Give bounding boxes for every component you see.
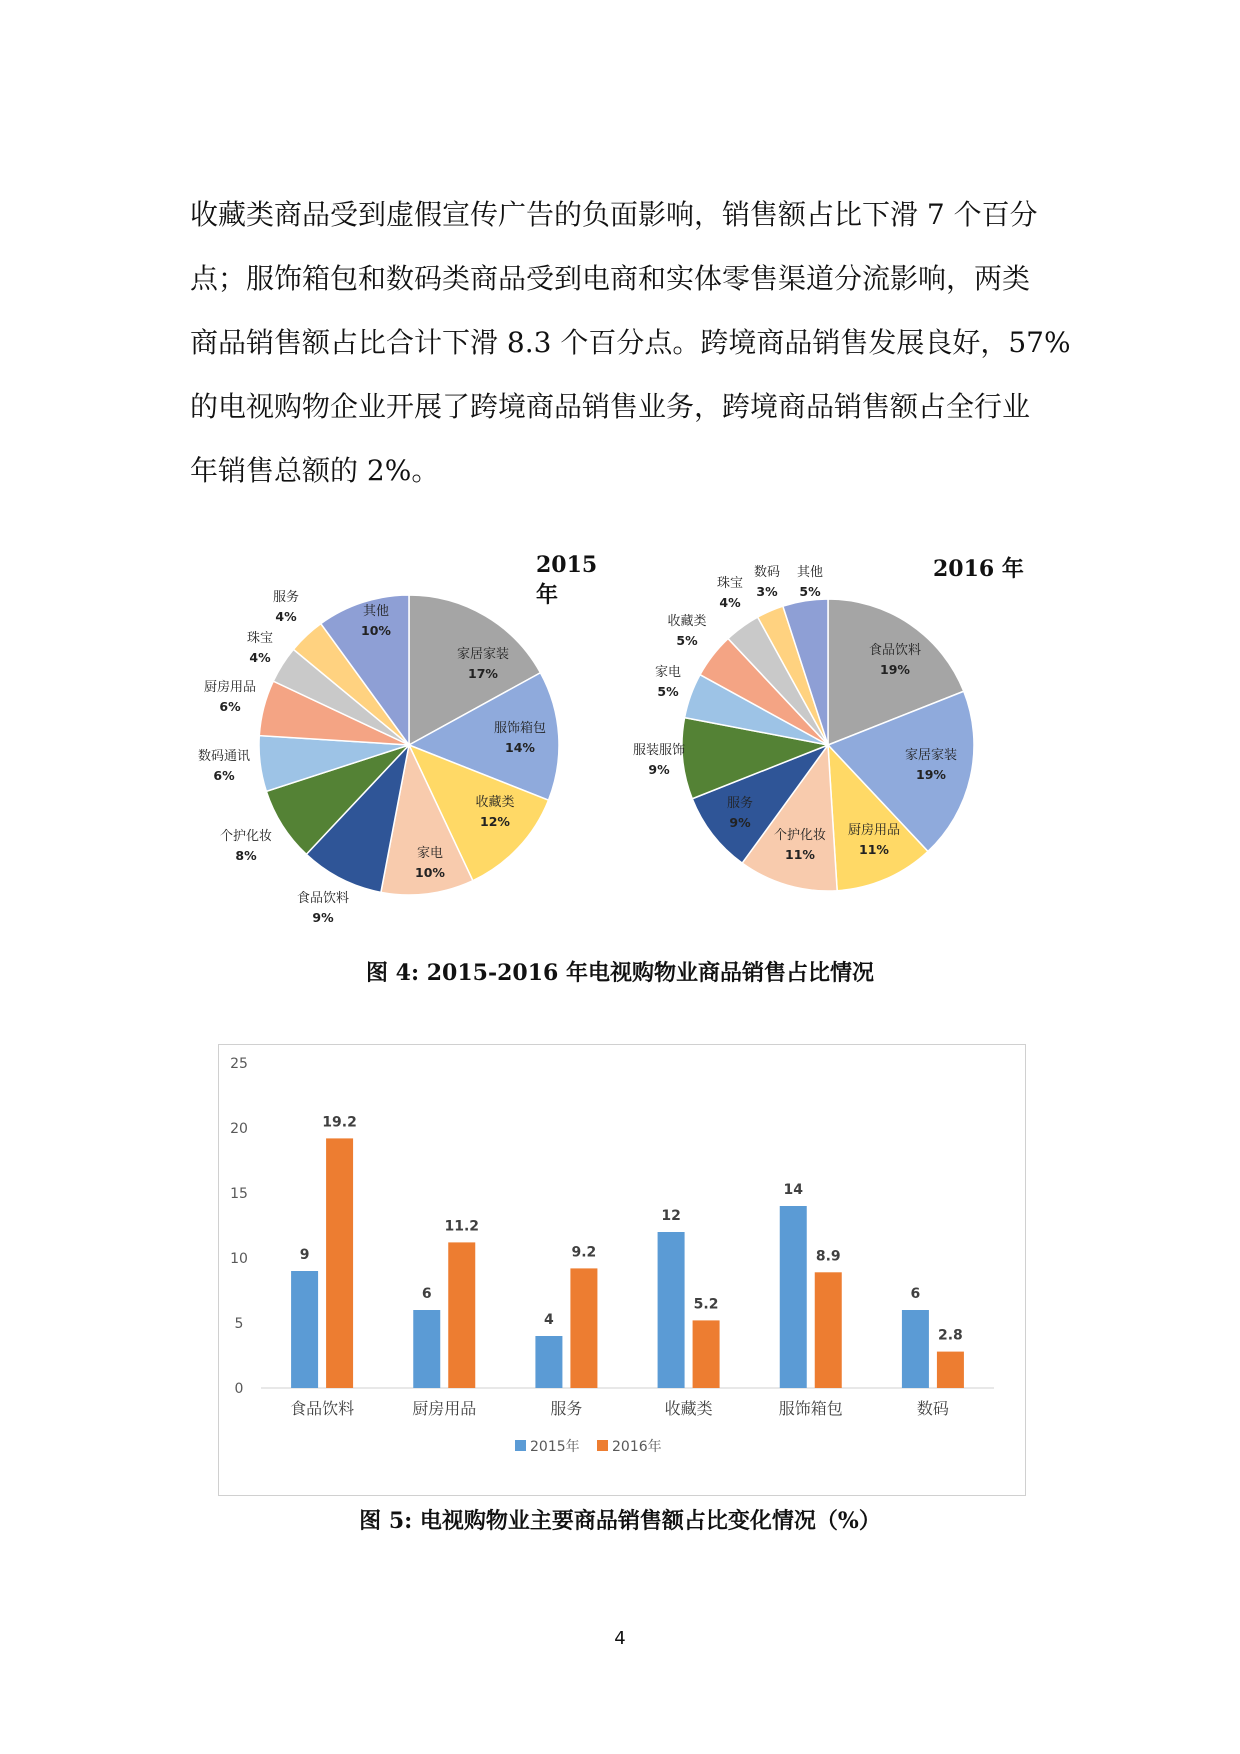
pie-slice-percent: 5% xyxy=(799,584,821,599)
pie-slice-percent: 8% xyxy=(235,848,257,863)
pie-slice-percent: 4% xyxy=(275,609,297,624)
bar xyxy=(291,1271,318,1388)
pie-slice-label xyxy=(633,741,685,779)
bar xyxy=(413,1310,440,1388)
pie-slice-name: 个护化妆 xyxy=(219,829,273,844)
pie-slice-name: 其他 xyxy=(362,604,390,619)
pie-slice-percent: 3% xyxy=(756,584,778,599)
pie-slice-label xyxy=(297,889,349,927)
x-category-label: 服饰箱包 xyxy=(778,1399,843,1418)
pie-slice-percent: 17% xyxy=(468,666,498,681)
bar-chart-frame xyxy=(218,1044,1026,1496)
pie-title-2016: 2016 年 xyxy=(933,556,1024,582)
pie-slice-name: 食品饮料 xyxy=(868,643,922,658)
pie-chart-2015 xyxy=(180,540,620,940)
pie-slice-name: 家电 xyxy=(416,846,444,861)
bar-data-label: 5.2 xyxy=(693,1296,719,1313)
pie-chart-2016 xyxy=(630,540,1070,940)
bar xyxy=(693,1320,720,1388)
pie-slice-percent: 4% xyxy=(719,595,741,610)
pie-slice-label xyxy=(655,663,681,701)
pie-slice-label xyxy=(475,793,514,831)
body-paragraph xyxy=(190,183,1071,503)
pie-slice-percent: 9% xyxy=(312,910,334,925)
bar-data-label: 8.9 xyxy=(815,1248,841,1265)
pie-slice-name: 数码通讯 xyxy=(197,749,251,764)
paragraph-line: 点；服饰箱包和数码类商品受到电商和实体零售渠道分流影响，两类 xyxy=(190,262,1031,295)
pie-slice-label xyxy=(361,602,391,640)
legend-label: 2016年 xyxy=(612,1439,662,1455)
legend-label: 2015年 xyxy=(530,1439,580,1455)
pie-slice-percent: 14% xyxy=(505,740,535,755)
pie-slice-label xyxy=(273,588,299,626)
pie-slice-name: 珠宝 xyxy=(716,576,744,591)
pie-slice-name: 个护化妆 xyxy=(773,828,827,843)
pie-slice-percent: 6% xyxy=(219,699,241,714)
pie-title-2015: 2015 年 xyxy=(536,552,598,608)
bar xyxy=(937,1352,964,1388)
legend-swatch xyxy=(597,1440,608,1451)
pie-slice-label xyxy=(204,678,256,716)
bar-data-label: 14 xyxy=(783,1182,803,1198)
pie-slice-name: 厨房用品 xyxy=(847,823,901,838)
pie-slice-percent: 12% xyxy=(480,814,510,829)
bar-data-label: 4 xyxy=(544,1312,554,1328)
pie-slice-percent: 5% xyxy=(676,633,698,648)
bar-data-label: 2.8 xyxy=(938,1327,963,1344)
bar-data-label: 9.2 xyxy=(571,1244,597,1261)
pie-slice-name: 服装服饰 xyxy=(632,743,686,758)
pie-slice-label xyxy=(797,563,823,601)
pie-slice-name: 其他 xyxy=(796,565,824,580)
legend-swatch xyxy=(515,1440,526,1451)
paragraph-line: 年销售总额的 2%。 xyxy=(190,454,440,487)
pie-slice-label xyxy=(415,844,445,882)
y-tick-label: 25 xyxy=(230,1056,248,1072)
pie-slice-name: 服务 xyxy=(726,796,754,811)
pie-slice-percent: 10% xyxy=(361,623,391,638)
pie-slice-name: 服饰箱包 xyxy=(493,721,547,736)
pie-slice-label xyxy=(667,612,706,650)
bar xyxy=(326,1138,353,1388)
pie-slice-label xyxy=(457,645,509,683)
bar-data-label: 6 xyxy=(421,1286,432,1302)
pie-slice-name: 食品饮料 xyxy=(296,891,350,906)
pie-slice-name: 家居家装 xyxy=(456,647,510,662)
pie-slice-label xyxy=(727,794,753,832)
pie-slice-label xyxy=(754,563,780,601)
bar xyxy=(535,1336,562,1388)
pie-slice-label xyxy=(774,826,826,864)
x-category-label: 服务 xyxy=(550,1399,583,1418)
pie-slice-percent: 9% xyxy=(648,762,670,777)
bar-data-label: 9 xyxy=(299,1247,310,1263)
pie-slice-percent: 19% xyxy=(916,767,946,782)
page-number: 4 xyxy=(614,1628,626,1649)
pie-slice-label xyxy=(198,747,250,785)
paragraph-line: 的电视购物企业开展了跨境商品销售业务，跨境商品销售额占全行业 xyxy=(190,390,1031,423)
bar xyxy=(780,1206,807,1388)
pie-slice-percent: 10% xyxy=(415,865,445,880)
pie-slice-name: 收藏类 xyxy=(667,614,707,629)
bar-data-label: 19.2 xyxy=(322,1114,357,1131)
pie-2016-svg xyxy=(630,540,1070,940)
pie-slice-percent: 9% xyxy=(729,815,751,830)
y-tick-label: 15 xyxy=(230,1186,248,1202)
bar-data-label: 12 xyxy=(661,1208,681,1224)
pie-slice-name: 家电 xyxy=(654,665,682,680)
bar xyxy=(815,1272,842,1388)
y-tick-label: 10 xyxy=(230,1251,248,1267)
pie-slice-label xyxy=(869,641,921,679)
figure4-caption: 图 4: 2015-2016 年电视购物业商品销售占比情况 xyxy=(366,960,874,986)
pie-slice-label xyxy=(247,629,273,667)
pie-slice-label xyxy=(494,719,546,757)
paragraph-line: 商品销售额占比合计下滑 8.3 个百分点。跨境商品销售发展良好，57% xyxy=(190,326,1071,359)
y-tick-label: 5 xyxy=(234,1316,244,1332)
pie-slice-name: 收藏类 xyxy=(475,795,515,810)
bar xyxy=(570,1268,597,1388)
bar-data-label: 6 xyxy=(910,1286,921,1302)
pie-slice-percent: 19% xyxy=(880,662,910,677)
bar-chart-svg xyxy=(219,1045,1024,1494)
pie-slice-label xyxy=(848,821,900,859)
bar-data-label: 11.2 xyxy=(444,1218,480,1235)
x-category-label: 厨房用品 xyxy=(412,1399,477,1418)
pie-slice-name: 厨房用品 xyxy=(203,680,257,695)
pie-slice-label xyxy=(905,746,957,784)
pie-slice-percent: 4% xyxy=(249,650,271,665)
pie-slice-label xyxy=(717,574,743,612)
bar xyxy=(902,1310,929,1388)
bar xyxy=(448,1242,475,1388)
paragraph-line: 收藏类商品受到虚假宣传广告的负面影响，销售额占比下滑 7 个百分 xyxy=(190,198,1038,231)
pie-slice-name: 数码 xyxy=(753,565,781,580)
pie-slice-percent: 11% xyxy=(859,842,889,857)
x-category-label: 收藏类 xyxy=(664,1399,713,1418)
pie-slice-label xyxy=(220,827,272,865)
pie-slice-name: 家居家装 xyxy=(904,748,958,763)
pie-slice-name: 服务 xyxy=(272,590,300,605)
pie-slice-percent: 5% xyxy=(657,684,679,699)
x-category-label: 数码 xyxy=(916,1399,949,1418)
pie-slice-percent: 6% xyxy=(213,768,235,783)
bar xyxy=(658,1232,685,1388)
figure5-caption: 图 5: 电视购物业主要商品销售额占比变化情况（%） xyxy=(359,1508,881,1534)
pie-slice-percent: 11% xyxy=(785,847,815,862)
pie-slice-name: 珠宝 xyxy=(246,631,274,646)
y-tick-label: 0 xyxy=(234,1381,244,1397)
x-category-label: 食品饮料 xyxy=(290,1399,355,1418)
y-tick-label: 20 xyxy=(230,1121,248,1137)
